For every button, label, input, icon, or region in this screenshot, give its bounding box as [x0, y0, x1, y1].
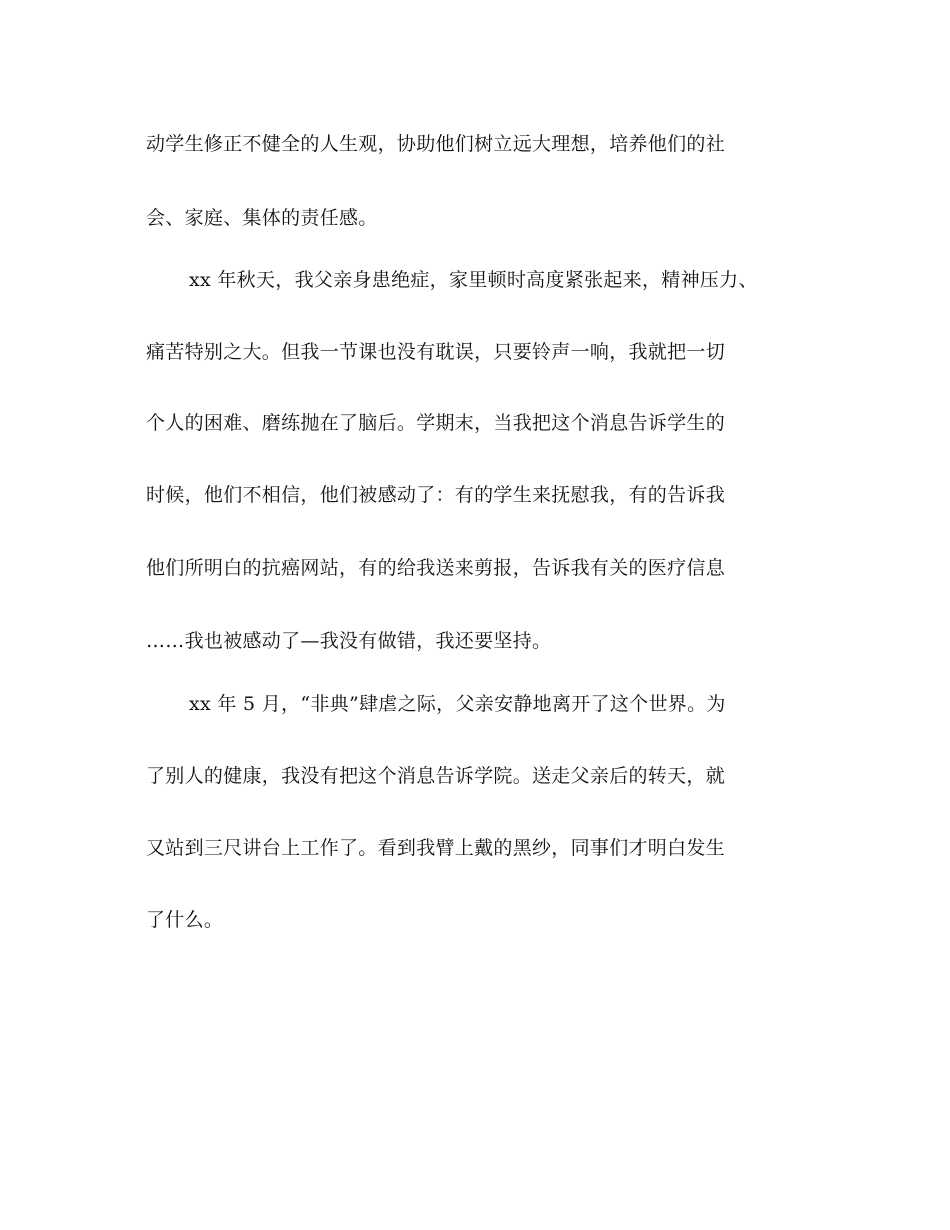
text-line: 会、家庭、集体的责任感。 — [146, 207, 378, 229]
text-line: 时候，他们不相信，他们被感动了：有的学生来抚慰我，有的告诉我 — [146, 484, 726, 506]
text-line: 个人的困难、磨练抛在了脑后。学期末，当我把这个消息告诉学生的 — [146, 412, 726, 434]
text-line: 了别人的健康，我没有把这个消息告诉学院。送走父亲后的转天，就 — [146, 765, 726, 787]
text-line: ……我也被感动了—我没有做错，我还要坚持。 — [146, 630, 552, 652]
text-line: 痛苦特别之大。但我一节课也没有耽误，只要铃声一响，我就把一切 — [146, 341, 726, 363]
text-line: 他们所明白的抗癌网站，有的给我送来剪报，告诉我有关的医疗信息 — [146, 557, 726, 579]
text-line: xx 年 5 月，“非典”肆虐之际，父亲安静地离开了这个世界。为 — [189, 693, 726, 715]
text-line: 动学生修正不健全的人生观，协助他们树立远大理想，培养他们的社 — [146, 133, 726, 155]
text-line: 又站到三尺讲台上工作了。看到我臂上戴的黑纱，同事们才明白发生 — [146, 837, 726, 859]
text-line: xx 年秋天，我父亲身患绝症，家里顿时高度紧张起来，精神压力、 — [189, 269, 758, 291]
text-line: 了什么。 — [146, 909, 224, 931]
